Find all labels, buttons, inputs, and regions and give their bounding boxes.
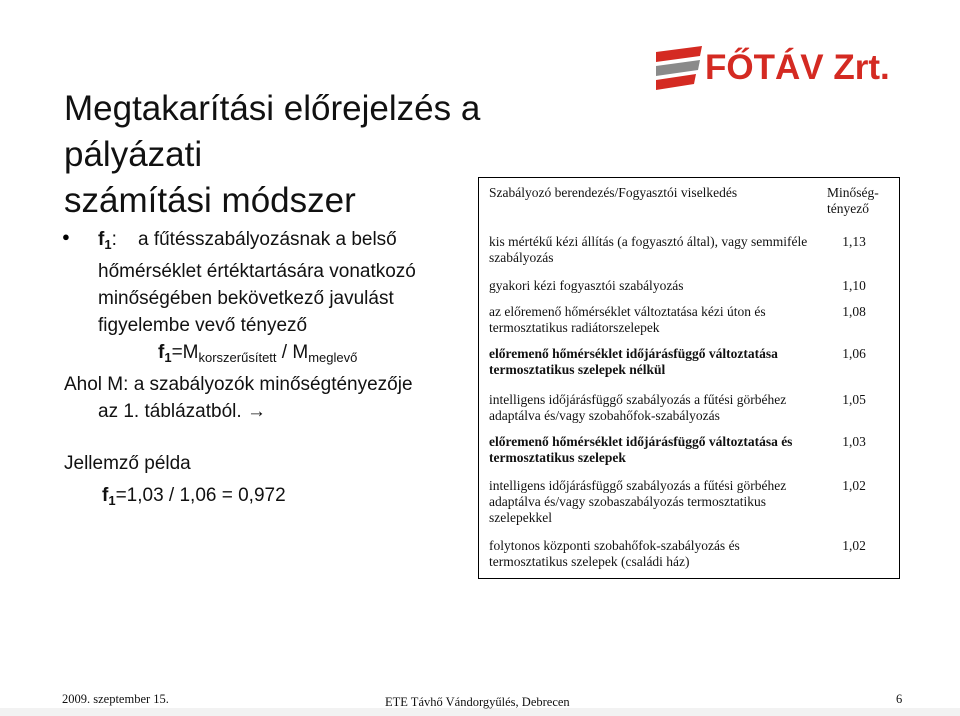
table-cell-label: előremenő hőmérséklet időjárásfüggő változtatása termosztatikus szelepek nélkül xyxy=(489,346,778,377)
table-cell-label: kis mértékű kézi állítás (a fogyasztó által), vagy semmiféle szabályozás xyxy=(489,234,808,265)
table-row xyxy=(479,294,900,336)
formula-line: $f_1=M_{korszerűsített} / M_{meglevő}$ xyxy=(158,342,358,365)
example-heading: Jellemző példa xyxy=(64,453,191,474)
definition-line4: figyelembe vevő tényező xyxy=(98,315,308,336)
table-cell-value: 1,02 xyxy=(842,538,866,553)
table-cell-value: 1,06 xyxy=(842,346,866,361)
table-row xyxy=(479,336,900,378)
example-formula: $f_1=1,03 / 1,06 = 0,972$ xyxy=(102,485,286,508)
table-cell-label: intelligens időjárásfüggő szabályozás a fűtési görbéhez adaptálva és/vagy szobaszabályozás termosztatikus szelepekkel xyxy=(489,478,787,525)
table-cell-value: 1,02 xyxy=(842,478,866,493)
slide-title-line2: számítási módszer xyxy=(64,181,356,220)
table-header-row xyxy=(479,178,900,227)
bullet-icon: ● xyxy=(62,229,70,244)
logo-mark xyxy=(650,42,710,94)
table-row xyxy=(479,378,900,424)
definition-line1: $f_1$: a fűtésszabályozásnak a belső xyxy=(98,229,397,252)
table-cell-value: 1,05 xyxy=(842,392,866,407)
slide-title-line1: Megtakarítási előrejelzés a pályázati xyxy=(64,89,481,174)
table-cell-label: gyakori kézi fogyasztói szabályozás xyxy=(489,278,684,293)
table-header-col1: Szabályozó berendezés/Fogyasztói viselkedés xyxy=(489,185,738,200)
definition-line7: az 1. táblázatból. → xyxy=(98,401,266,422)
table-header-col2: Minőség-tényező xyxy=(827,185,879,216)
table-cell-label: előremenő hőmérséklet időjárásfüggő változtatása és termosztatikus szelepek xyxy=(489,434,793,465)
table-row xyxy=(479,466,900,526)
definition-line6: Ahol M: a szabályozók minőségtényezője xyxy=(64,374,413,395)
definition-line2: hőmérséklet értéktartására vonatkozó xyxy=(98,261,416,282)
table-cell-value: 1,03 xyxy=(842,434,866,449)
table-cell-label: az előremenő hőmérséklet változtatása kézi úton és termosztatikus radiátorszelepek xyxy=(489,304,766,335)
arrow-right-icon: → xyxy=(246,401,266,422)
table-cell-value: 1,08 xyxy=(842,304,866,319)
table-cell-value: 1,13 xyxy=(842,234,866,249)
page-number: 6 xyxy=(896,692,903,706)
table-row xyxy=(479,266,900,294)
definition-text xyxy=(64,226,468,425)
footer-event: ETE Távhő Vándorgyűlés, Debrecen xyxy=(385,695,570,709)
table-row xyxy=(479,526,900,579)
logo-text: FŐTÁV Zrt. xyxy=(705,48,890,87)
quality-factor-table xyxy=(478,177,900,579)
table-cell-label: intelligens időjárásfüggő szabályozás a fűtési görbéhez adaptálva és/vagy szobahőfok-szabályozás xyxy=(489,392,787,423)
table-cell-label: folytonos központi szobahőfok-szabályozás és termosztatikus szelepek (családi ház) xyxy=(489,538,740,569)
footer-date: 2009. szeptember 15. xyxy=(62,692,169,706)
f1-symbol: $f_1$ xyxy=(98,229,112,252)
table-cell-value: 1,10 xyxy=(842,278,866,293)
table-row xyxy=(479,424,900,466)
definition-line3: minőségében bekövetkező javulást xyxy=(98,288,394,309)
table-row xyxy=(479,226,900,266)
